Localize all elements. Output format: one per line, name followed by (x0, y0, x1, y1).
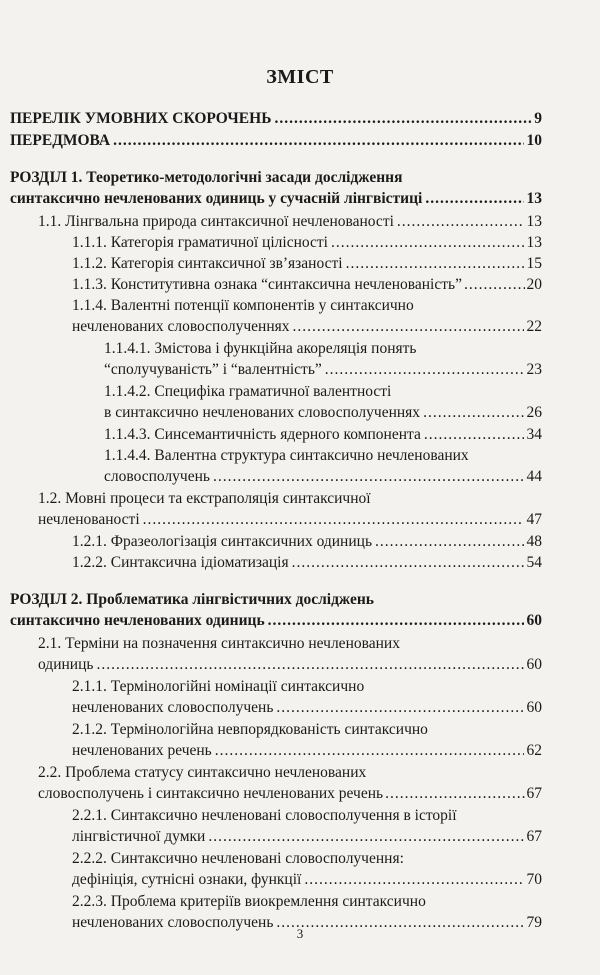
toc-page-number: 60 (526, 699, 542, 716)
dot-leader (397, 211, 524, 232)
dot-leader (292, 552, 524, 573)
toc-page-number: 60 (526, 656, 542, 673)
toc-entry-title-line: 2.1. Терміни на позначення синтаксично нечленованих (38, 635, 400, 652)
toc-entry-1-1-4-1[interactable] (104, 338, 542, 380)
toc-entry-title-line: нечленованих словосполученнях (72, 318, 290, 335)
page-title: ЗМІСТ (266, 66, 334, 88)
dot-leader (346, 253, 524, 274)
toc-page-number: 10 (526, 132, 542, 149)
toc-entry-title: 1.1.1. Категорія граматичної цілісності (72, 234, 328, 251)
toc-entry-1-1-4-2[interactable] (104, 381, 542, 423)
toc-entry-title-line: 1.1.4.2. Специфіка граматичної валентності (104, 383, 392, 400)
toc-entry-1-2[interactable] (38, 488, 542, 530)
toc-page-number: 62 (526, 742, 542, 759)
dot-leader (143, 509, 524, 530)
toc-entry-title-line: 1.1.4.1. Змістова і функційна акореляція понять (104, 340, 417, 357)
dot-leader (274, 108, 531, 129)
toc-entry-title-line: словосполучень (104, 468, 210, 485)
toc-entry-preface[interactable] (10, 130, 542, 151)
toc-entry-1-1-1[interactable] (72, 232, 542, 253)
toc-page-number: 13 (526, 234, 542, 251)
toc-entry-1-1-4-3[interactable] (104, 424, 542, 445)
dot-leader (213, 466, 524, 487)
dot-leader (464, 274, 525, 295)
dot-leader (96, 654, 523, 675)
dot-leader (113, 130, 523, 151)
toc-entry-abbreviations[interactable] (10, 108, 542, 129)
dot-leader (425, 188, 523, 209)
toc-entry-title-line: 1.2. Мовні процеси та екстраполяція синтаксичної (38, 490, 371, 507)
toc-entry-title: ПЕРЕДМОВА (10, 132, 111, 149)
toc-entry-title-line: нечленованих словосполучень (72, 914, 274, 931)
toc-entry-1-2-2[interactable] (72, 552, 542, 573)
dot-leader (268, 610, 524, 631)
toc-page-number: 22 (526, 318, 542, 335)
toc-entry-title: 1.1.3. Конститутивна ознака “синтаксична нечленованість” (72, 276, 462, 293)
toc-page-number: 67 (526, 785, 542, 802)
toc-entry-2-1[interactable] (38, 633, 542, 675)
toc-page-number: 15 (526, 255, 542, 272)
dot-leader (423, 402, 523, 423)
toc-page-number: 23 (526, 361, 542, 378)
toc-page-number: 70 (526, 871, 542, 888)
dot-leader (325, 359, 524, 380)
toc-page-number: 34 (526, 426, 542, 443)
toc-entry-chapter-2[interactable] (10, 589, 542, 631)
toc-entry-title: 1.2.1. Фразеологізація синтаксичних одиниць (72, 533, 373, 550)
toc-page-number: 44 (526, 468, 542, 485)
toc-entry-title-line: РОЗДІЛ 2. Проблематика лінгвістичних досліджень (10, 591, 374, 608)
dot-leader (331, 232, 524, 253)
dot-leader (304, 869, 523, 890)
toc-page-number: 79 (526, 914, 542, 931)
dot-leader (375, 531, 523, 552)
toc-entry-2-1-1[interactable] (72, 676, 542, 718)
toc-page-number: 67 (526, 828, 542, 845)
toc-entry-title-line: 2.2.1. Синтаксично нечленовані словосполучення в історії (72, 807, 457, 824)
toc-entry-2-1-2[interactable] (72, 719, 542, 761)
toc-entry-1-1[interactable] (38, 211, 542, 232)
toc-entry-title-line: нечленованості (38, 511, 140, 528)
toc-page-number: 20 (526, 276, 542, 293)
toc-page-number: 60 (526, 612, 542, 629)
toc-page-number: 48 (526, 533, 542, 550)
toc-page-number: 54 (526, 554, 542, 571)
toc-entry-title-line: в синтаксично нечленованих словосполученнях (104, 404, 421, 421)
dot-leader (424, 424, 524, 445)
dot-leader (276, 697, 523, 718)
toc-entry-1-2-1[interactable] (72, 531, 542, 552)
toc-entry-title-line: РОЗДІЛ 1. Теоретико-методологічні засади дослідження (10, 169, 403, 186)
dot-leader (385, 783, 524, 804)
toc-entry-title-line: одиниць (38, 656, 94, 673)
toc-entry-title-line: синтаксично нечленованих одиниць у сучасній лінгвістиці (10, 190, 423, 207)
toc-entry-title-line: “сполучуваність” і “валентність” (104, 361, 322, 378)
toc-entry-title-line: синтаксично нечленованих одиниць (10, 612, 265, 629)
toc-entry-title: ПЕРЕЛІК УМОВНИХ СКОРОЧЕНЬ (10, 110, 272, 127)
toc-entry-2-2[interactable] (38, 762, 542, 804)
toc-entry-1-1-2[interactable] (72, 253, 542, 274)
page-number: 3 (296, 926, 304, 941)
toc-page-number: 26 (526, 404, 542, 421)
toc-entry-1-1-4[interactable] (72, 295, 542, 337)
toc-entry-title-line: 2.2.3. Проблема критеріїв виокремлення синтаксично (72, 893, 426, 910)
toc-entry-title-line: 1.1.4. Валентні потенції компонентів у синтаксично (72, 297, 414, 314)
toc-entry-title: 1.2.2. Синтаксична ідіоматизація (72, 554, 289, 571)
toc-entry-title: 1.1. Лінгвальна природа синтаксичної нечленованості (38, 213, 394, 230)
toc-page-number: 47 (526, 511, 542, 528)
toc-entry-title-line: 2.2. Проблема статусу синтаксично нечленованих (38, 764, 367, 781)
toc-entry-2-2-2[interactable] (72, 848, 542, 890)
toc-entry-title-line: нечленованих речень (72, 742, 212, 759)
toc-entry-title-line: нечленованих словосполучень (72, 699, 274, 716)
toc-entry-2-2-1[interactable] (72, 805, 542, 847)
toc-entry-title: 1.1.4.3. Синсемантичність ядерного компонента (104, 426, 421, 443)
toc-entry-chapter-1[interactable] (10, 167, 542, 209)
toc-entry-title-line: лінгвістичної думки (72, 828, 206, 845)
toc-entry-title-line: 2.2.2. Синтаксично нечленовані словосполучення: (72, 850, 404, 867)
toc-entry-title-line: словосполучень і синтаксично нечленованих речень (38, 785, 384, 802)
toc-entry-title-line: 2.1.1. Термінологійні номінації синтаксично (72, 678, 365, 695)
dot-leader (215, 740, 524, 761)
toc-entry-title-line: дефініція, сутнісні ознаки, функції (72, 871, 302, 888)
toc-entry-1-1-3[interactable] (72, 274, 542, 295)
toc-entry-title-line: 2.1.2. Термінологійна невпорядкованість синтаксично (72, 721, 428, 738)
toc-entry-1-1-4-4[interactable] (104, 445, 542, 487)
toc-page-number: 9 (534, 110, 542, 127)
toc-page-number: 13 (526, 190, 542, 207)
toc-page-number: 13 (526, 213, 542, 230)
toc-entry-title-line: 1.1.4.4. Валентна структура синтаксично нечленованих (104, 447, 469, 464)
toc-entry-title: 1.1.2. Категорія синтаксичної зв’язаності (72, 255, 343, 272)
dot-leader (208, 826, 523, 847)
dot-leader (293, 316, 524, 337)
